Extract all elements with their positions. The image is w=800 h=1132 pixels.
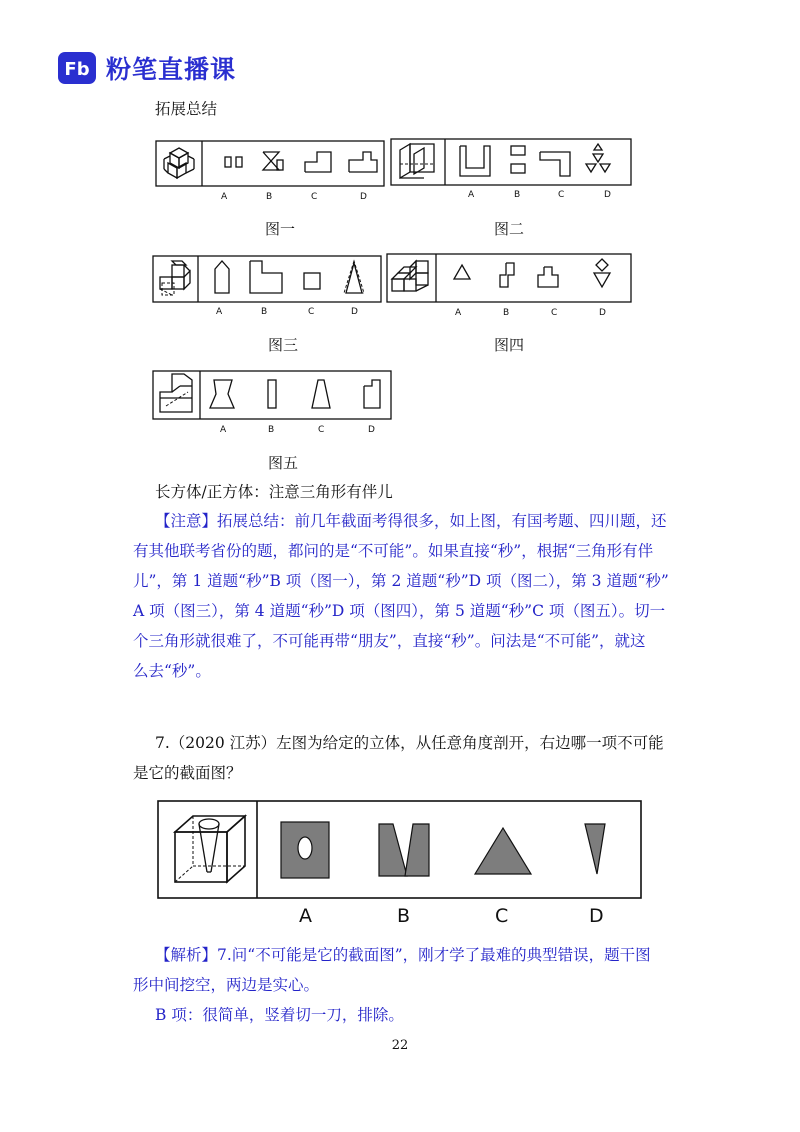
- question-line: 7.（2020 江苏）左图为给定的立体，从任意角度剖开，右边哪一项不可能: [155, 734, 664, 752]
- svg-text:C: C: [318, 425, 325, 435]
- note-line: 儿”，第 1 道题“秒”B 项（图一），第 2 道题“秒”D 项（图二），第 3 道题“秒”: [133, 572, 669, 590]
- svg-text:C: C: [495, 905, 509, 927]
- stepped-block-icon: [160, 374, 192, 412]
- svg-text:A: A: [220, 425, 227, 435]
- svg-text:B: B: [266, 192, 273, 202]
- question-text: [133, 728, 715, 788]
- section-title: 拓展总结: [155, 100, 218, 118]
- svg-text:D: D: [589, 905, 604, 927]
- stacked-cubes-icon: [164, 148, 194, 178]
- stacked-cubes-icon: [392, 261, 428, 291]
- svg-text:C: C: [308, 307, 315, 317]
- question-line: 是它的截面图？: [133, 764, 242, 782]
- note-tag: 【注意】: [155, 512, 218, 530]
- svg-text:C: C: [311, 192, 318, 202]
- figure-4: [386, 253, 632, 321]
- analysis-line: 形中间挖空，两边是实心。: [133, 976, 320, 994]
- cube-with-notch-icon: [400, 144, 434, 178]
- note-line: 个三角形就很难了，不可能再带“朋友”，直接“秒”。问法是“不可能”，就这: [133, 632, 646, 650]
- svg-text:D: D: [599, 308, 606, 318]
- caption-figure-3: 图三: [268, 336, 299, 354]
- svg-text:A: A: [216, 307, 223, 317]
- svg-text:B: B: [514, 190, 521, 200]
- note-line: 么去“秒”。: [133, 662, 211, 680]
- figure-1: [155, 140, 385, 206]
- svg-text:D: D: [368, 425, 375, 435]
- analysis-paragraph: [133, 940, 715, 1030]
- svg-text:A: A: [455, 308, 462, 318]
- svg-text:Fb: Fb: [64, 59, 90, 80]
- svg-text:C: C: [558, 190, 565, 200]
- note-line: 有其他联考省份的题，都问的是“不可能”。如果直接“秒”，根据“三角形有伴: [133, 542, 654, 560]
- svg-text:B: B: [261, 307, 268, 317]
- summary-line: 长方体/正方体：注意三角形有伴儿: [155, 483, 393, 501]
- figure-5: [152, 370, 392, 438]
- cube-with-hole-icon: [175, 816, 245, 882]
- svg-text:B: B: [397, 905, 411, 927]
- svg-text:B: B: [268, 425, 275, 435]
- figure-2: [390, 138, 632, 204]
- caption-figure-5: 图五: [268, 454, 299, 472]
- svg-text:A: A: [468, 190, 475, 200]
- page-number: 22: [391, 1038, 409, 1053]
- analysis-b-line: B 项：很简单，竖着切一刀，排除。: [155, 1006, 404, 1024]
- analysis-line: 7.问“不可能是它的截面图”，刚才学了最难的典型错误，题干图: [217, 946, 651, 964]
- note-paragraph: [133, 506, 715, 686]
- question-figure: [157, 800, 642, 930]
- stacked-cubes-icon: [160, 261, 190, 295]
- note-line: 拓展总结：前几年截面考得很多，如上图，有国考题、四川题，还: [217, 512, 667, 530]
- svg-text:D: D: [351, 307, 358, 317]
- svg-text:B: B: [503, 308, 510, 318]
- brand-logo: [58, 50, 236, 86]
- analysis-tag: 【解析】: [155, 946, 218, 964]
- caption-figure-4: 图四: [494, 336, 525, 354]
- note-line: A 项（图三），第 4 道题“秒”D 项（图四），第 5 道题“秒”C 项（图五）。切一: [133, 602, 666, 620]
- caption-figure-2: 图二: [494, 220, 525, 238]
- svg-text:C: C: [551, 308, 558, 318]
- svg-text:A: A: [221, 192, 228, 202]
- fenbi-logo-icon: [58, 52, 96, 84]
- figure-3: [152, 255, 382, 321]
- svg-text:D: D: [604, 190, 611, 200]
- caption-figure-1: 图一: [265, 220, 296, 238]
- brand-name: 粉笔直播课: [106, 55, 237, 84]
- svg-text:A: A: [299, 905, 312, 927]
- svg-text:D: D: [360, 192, 367, 202]
